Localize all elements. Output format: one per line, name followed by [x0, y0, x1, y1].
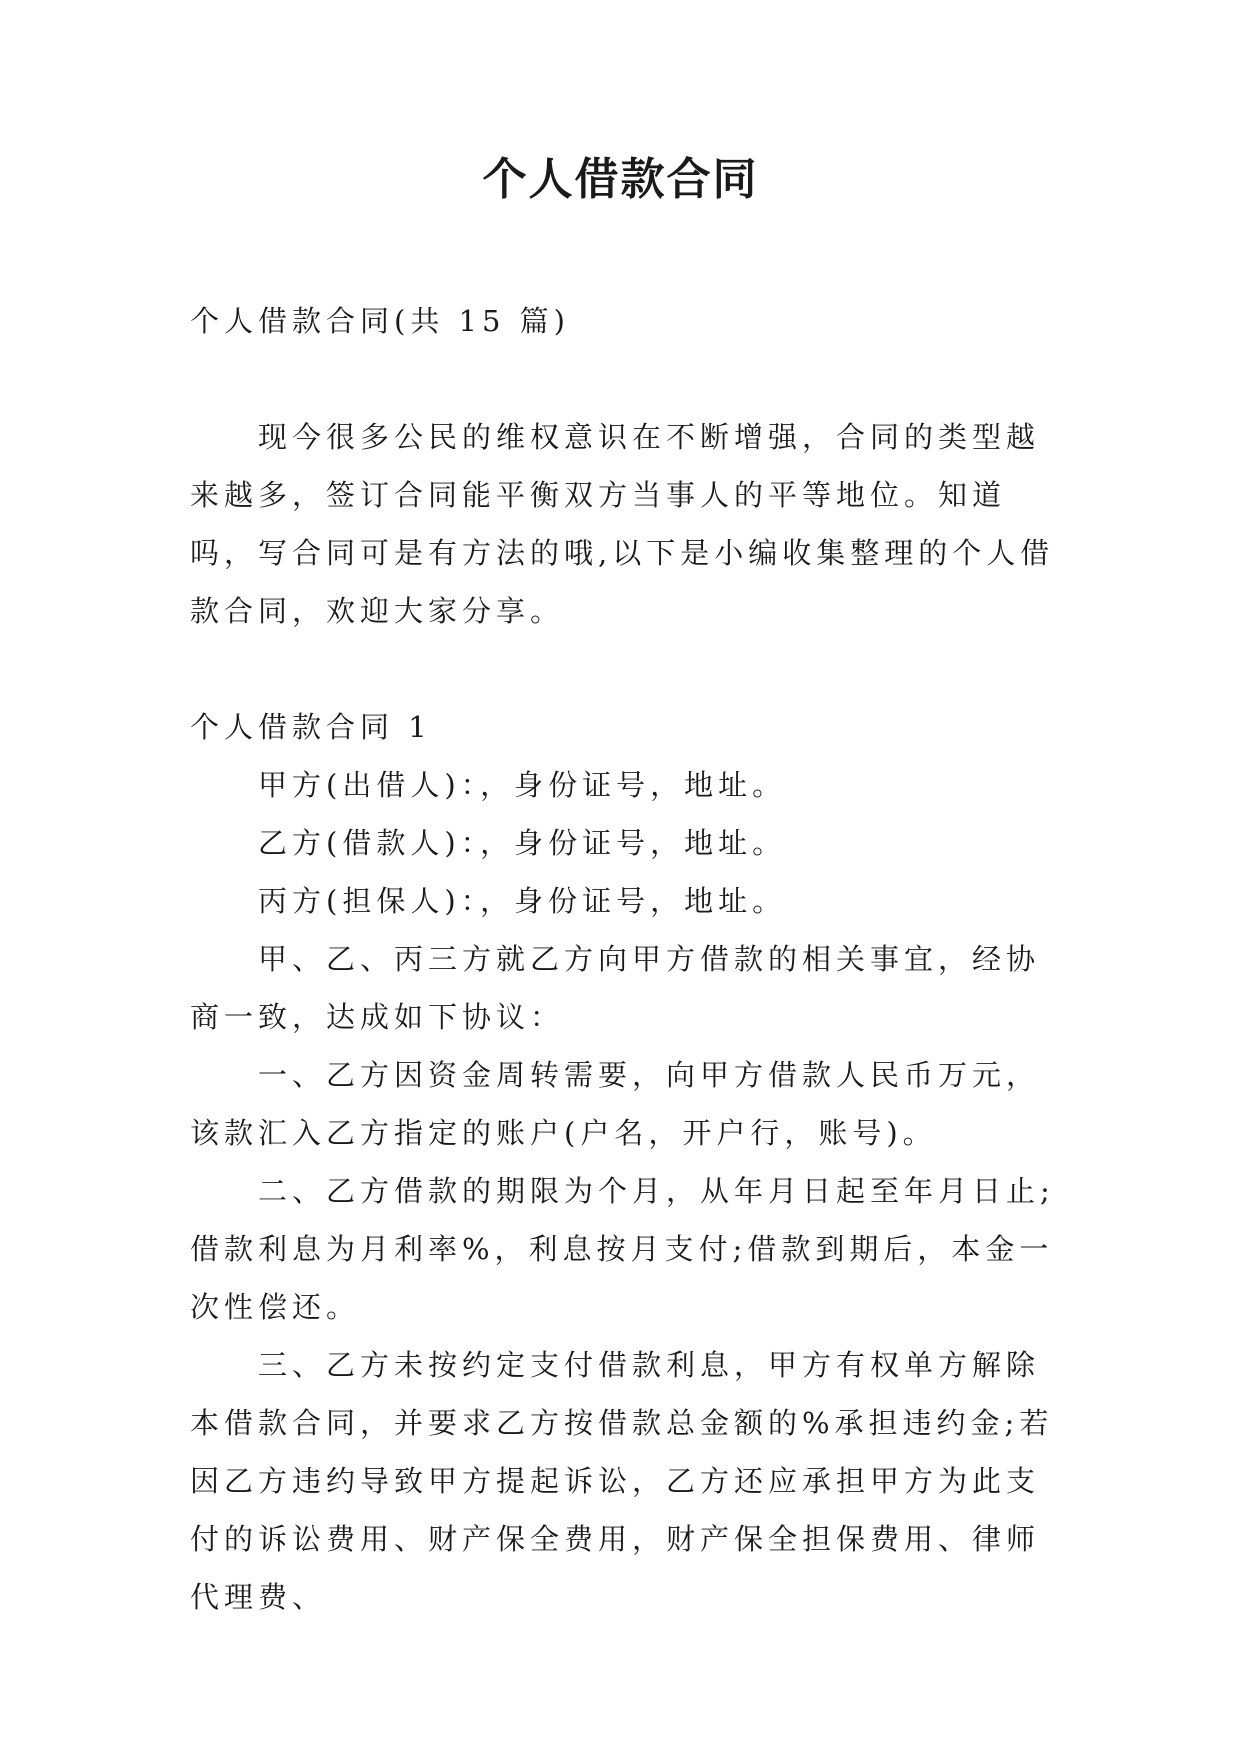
document-body — [190, 292, 1070, 1626]
clause-2-paragraph: 二、乙方借款的期限为个月，从年月日起至年月日止;借款利息为月利率%，利息按月支付;借款到期后，本金一次性偿还。 — [190, 1174, 1055, 1324]
party-a-line: 甲方(出借人)：，身份证号，地址。 — [258, 768, 787, 802]
subtitle: 个人借款合同(共 15 篇) — [190, 304, 570, 338]
intro-paragraph: 现今很多公民的维权意识在不断增强，合同的类型越来越多，签订合同能平衡双方当事人的平等地位。知道吗，写合同可是有方法的哦,以下是小编收集整理的个人借款合同，欢迎大家分享。 — [190, 420, 1055, 628]
clause-1-paragraph: 一、乙方因资金周转需要，向甲方借款人民币万元，该款汇入乙方指定的账户(户名，开户行，账号)。 — [190, 1058, 1041, 1150]
preamble-paragraph: 甲、乙、丙三方就乙方向甲方借款的相关事宜，经协商一致，达成如下协议： — [190, 942, 1041, 1034]
document-title: 个人借款合同 — [482, 154, 759, 205]
clause-3-paragraph: 三、乙方未按约定支付借款利息，甲方有权单方解除本借款合同，并要求乙方按借款总金额的%承担违约金;若因乙方违约导致甲方提起诉讼，乙方还应承担甲方为此支付的诉讼费用、财产保全费用，财产保全担保费用、律师代理费、 — [190, 1348, 1054, 1614]
section-heading: 个人借款合同 1 — [190, 710, 432, 744]
party-c-line: 丙方(担保人)：，身份证号，地址。 — [258, 884, 787, 918]
party-b-line: 乙方(借款人)：，身份证号，地址。 — [258, 826, 787, 860]
